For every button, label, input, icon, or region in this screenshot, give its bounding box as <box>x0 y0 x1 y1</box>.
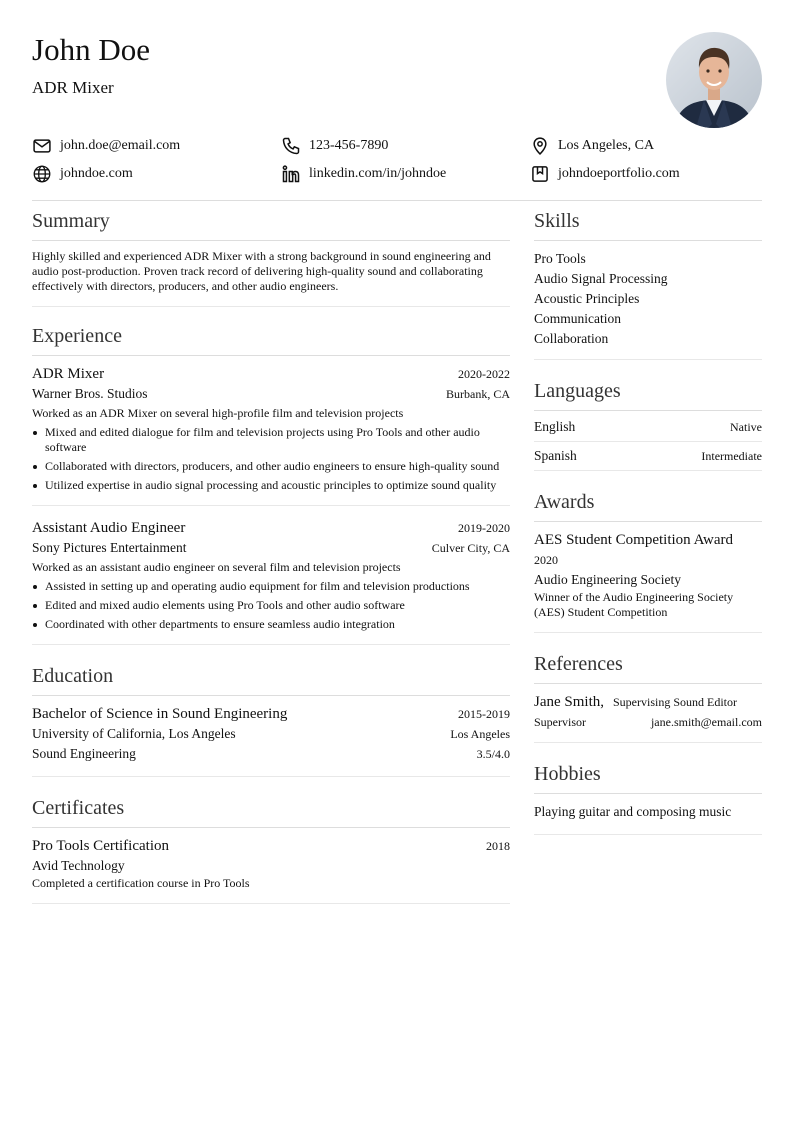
awards-heading: Awards <box>534 489 762 522</box>
experience-entry <box>32 518 510 645</box>
hobbies-section <box>534 761 762 835</box>
certificate-name: Pro Tools Certification <box>32 838 169 854</box>
award-year: 2020 <box>534 553 558 567</box>
skills-section <box>534 208 762 360</box>
reference-relation: Supervisor <box>534 715 586 729</box>
job-company: Sony Pictures Entertainment <box>32 540 187 555</box>
candidate-name: John Doe <box>32 32 150 67</box>
summary-text: Highly skilled and experienced ADR Mixer with a strong background in sound engineering and audio post-production. Proven track record of delivering high-quality sound and collaborating effectively with directors, producers, and other audio engineers. <box>32 249 491 293</box>
school-location: Los Angeles <box>450 727 510 741</box>
job-bullet: Assisted in setting up and operating audio equipment for film and television productions <box>32 579 510 594</box>
linkedin-icon <box>281 164 301 184</box>
skill-item: Acoustic Principles <box>534 291 640 306</box>
linkedin-text: linkedin.com/in/johndoe <box>309 166 447 181</box>
phone-icon <box>281 136 301 156</box>
language-name: Spanish <box>534 448 577 463</box>
language-level: Intermediate <box>701 449 762 463</box>
candidate-title: ADR Mixer <box>32 78 114 97</box>
job-description: Worked as an assistant audio engineer on several film and television projects <box>32 560 401 574</box>
job-role: ADR Mixer <box>32 366 105 382</box>
award-organization: Audio Engineering Society <box>534 572 681 587</box>
gpa: 3.5/4.0 <box>476 747 510 761</box>
reference-name: Jane Smith, <box>534 694 604 710</box>
job-location: Burbank, CA <box>446 387 510 401</box>
location-text: Los Angeles, CA <box>558 138 655 153</box>
awards-section <box>534 489 762 633</box>
reference-email[interactable]: jane.smith@email.com <box>650 715 762 729</box>
job-bullets <box>32 425 510 493</box>
skill-item: Audio Signal Processing <box>534 271 668 286</box>
job-location: Culver City, CA <box>431 541 510 555</box>
map-pin-icon <box>530 136 550 156</box>
hobbies-heading: Hobbies <box>534 761 762 794</box>
avatar <box>666 32 762 128</box>
language-level: Native <box>730 420 762 434</box>
contact-website[interactable] <box>32 163 133 185</box>
phone-text: 123-456-7890 <box>309 138 389 153</box>
education-entry <box>32 704 510 777</box>
contact-linkedin[interactable] <box>281 163 446 185</box>
education-section <box>32 663 510 777</box>
award-description: Winner of the Audio Engineering Society (AES) Student Competition <box>534 590 734 619</box>
job-bullet: Coordinated with other departments to ensure seamless audio integration <box>32 617 510 632</box>
skill-item: Collaboration <box>534 331 609 346</box>
mail-icon <box>32 136 52 156</box>
skill-item: Pro Tools <box>534 251 586 266</box>
education-dates: 2015-2019 <box>458 707 510 721</box>
main-column <box>32 208 510 916</box>
job-bullet: Collaborated with directors, producers, and other audio engineers to ensure high-quality sound <box>32 459 510 474</box>
award-name: AES Student Competition Award <box>534 532 734 548</box>
contact-location <box>530 135 654 157</box>
languages-heading: Languages <box>534 378 762 411</box>
summary-heading: Summary <box>32 208 510 241</box>
contact-email[interactable] <box>32 135 180 157</box>
certificates-section <box>32 795 510 904</box>
language-name: English <box>534 419 576 434</box>
job-company: Warner Bros. Studios <box>32 386 148 401</box>
skills-heading: Skills <box>534 208 762 241</box>
job-bullet: Utilized expertise in audio signal processing and acoustic principles to optimize sound quality <box>32 478 510 493</box>
job-bullet: Edited and mixed audio elements using Pro Tools and other audio software <box>32 598 510 613</box>
side-column <box>534 208 762 835</box>
certificate-entry <box>32 836 510 904</box>
experience-heading: Experience <box>32 323 510 356</box>
skill-item: Communication <box>534 311 621 326</box>
header-divider <box>32 200 762 201</box>
certificate-description: Completed a certification course in Pro Tools <box>32 876 250 890</box>
globe-icon <box>32 164 52 184</box>
languages-section <box>534 378 762 471</box>
language-row <box>534 413 762 441</box>
experience-entry <box>32 364 510 506</box>
hobbies-text: Playing guitar and composing music <box>534 804 732 819</box>
summary-section <box>32 208 510 307</box>
job-bullets <box>32 579 510 632</box>
email-text: john.doe@email.com <box>60 138 181 153</box>
language-row <box>534 441 762 470</box>
contact-portfolio[interactable] <box>530 163 680 185</box>
portfolio-text: johndoeportfolio.com <box>558 166 680 181</box>
bookmark-icon <box>530 164 550 184</box>
job-dates: 2019-2020 <box>458 521 510 535</box>
certificates-heading: Certificates <box>32 795 510 828</box>
school: University of California, Los Angeles <box>32 726 236 741</box>
references-heading: References <box>534 651 762 684</box>
profile-photo <box>666 32 762 128</box>
certificate-issuer: Avid Technology <box>32 858 125 873</box>
reference-position: Supervising Sound Editor <box>613 695 738 709</box>
contact-phone[interactable] <box>281 135 388 157</box>
references-section <box>534 651 762 743</box>
certificate-year: 2018 <box>486 839 510 853</box>
job-description: Worked as an ADR Mixer on several high-profile film and television projects <box>32 406 404 420</box>
job-bullet: Mixed and edited dialogue for film and television projects using Pro Tools and other audio software <box>32 425 510 455</box>
experience-section <box>32 323 510 645</box>
education-heading: Education <box>32 663 510 696</box>
job-role: Assistant Audio Engineer <box>32 520 186 536</box>
job-dates: 2020-2022 <box>458 367 510 381</box>
degree: Bachelor of Science in Sound Engineering <box>32 706 288 722</box>
field-of-study: Sound Engineering <box>32 746 136 761</box>
website-text: johndoe.com <box>60 166 133 181</box>
